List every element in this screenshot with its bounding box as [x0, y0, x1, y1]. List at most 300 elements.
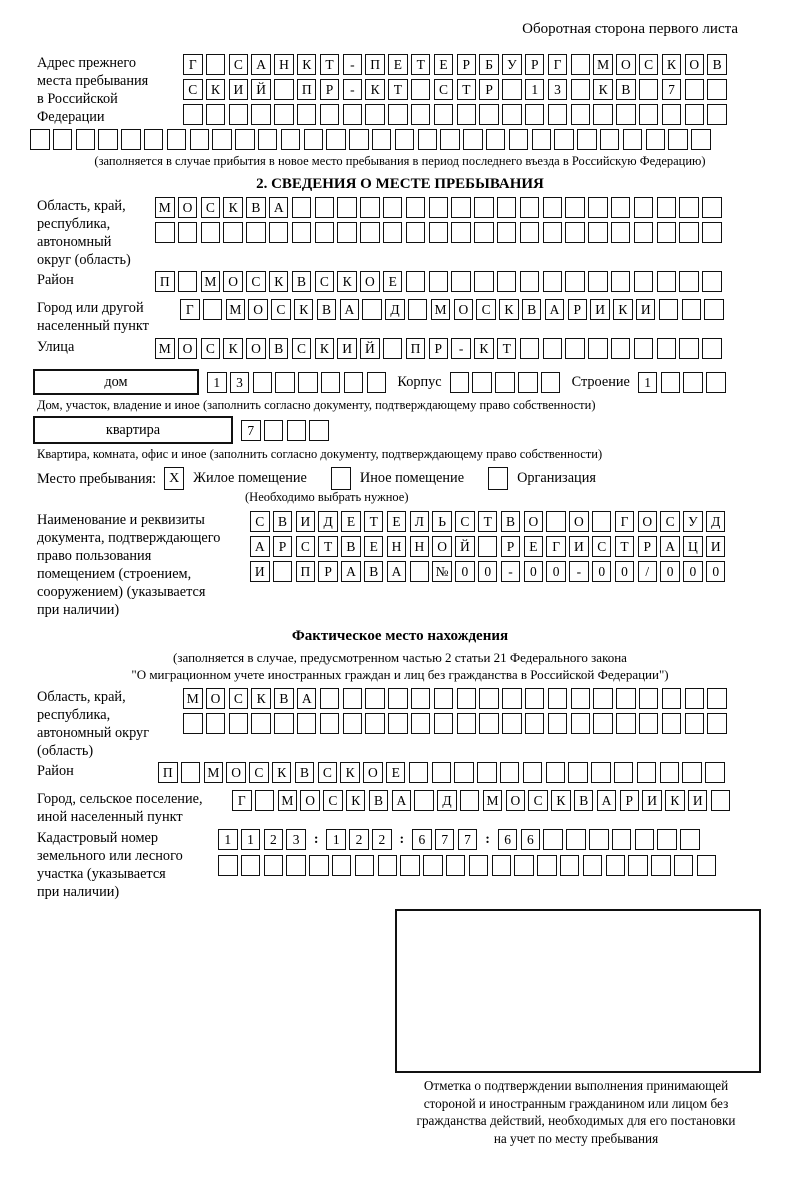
char-box[interactable]: /: [638, 561, 658, 582]
char-box[interactable]: С: [271, 299, 291, 320]
char-box[interactable]: П: [406, 338, 426, 359]
char-box[interactable]: [309, 420, 329, 441]
char-box[interactable]: [705, 762, 725, 783]
char-box[interactable]: [659, 299, 679, 320]
char-box[interactable]: [502, 79, 522, 100]
char-box[interactable]: [662, 104, 682, 125]
char-box[interactable]: [212, 129, 232, 150]
char-box[interactable]: [30, 129, 50, 150]
char-box[interactable]: П: [296, 561, 316, 582]
char-box[interactable]: А: [269, 197, 289, 218]
char-box[interactable]: К: [272, 762, 292, 783]
char-box[interactable]: В: [501, 511, 521, 532]
char-box[interactable]: О: [454, 299, 474, 320]
char-box[interactable]: П: [365, 54, 385, 75]
char-box[interactable]: [565, 338, 585, 359]
char-box[interactable]: 3: [286, 829, 306, 850]
char-box[interactable]: [702, 271, 722, 292]
char-box[interactable]: [682, 299, 702, 320]
char-box[interactable]: [661, 372, 681, 393]
char-box[interactable]: [502, 104, 522, 125]
char-box[interactable]: Т: [478, 511, 498, 532]
char-box[interactable]: О: [223, 271, 243, 292]
char-box[interactable]: [679, 197, 699, 218]
char-box[interactable]: 1: [207, 372, 227, 393]
char-box[interactable]: [264, 855, 284, 876]
char-box[interactable]: А: [250, 536, 270, 557]
char-box[interactable]: [634, 197, 654, 218]
char-box[interactable]: С: [592, 536, 612, 557]
char-box[interactable]: [623, 129, 643, 150]
char-box[interactable]: М: [593, 54, 613, 75]
char-box[interactable]: [229, 104, 249, 125]
char-box[interactable]: [548, 688, 568, 709]
char-box[interactable]: 1: [218, 829, 238, 850]
char-box[interactable]: 0: [592, 561, 612, 582]
char-box[interactable]: С: [455, 511, 475, 532]
char-box[interactable]: Р: [620, 790, 640, 811]
char-box[interactable]: [634, 338, 654, 359]
char-box[interactable]: С: [323, 790, 343, 811]
char-box[interactable]: И: [250, 561, 270, 582]
char-box[interactable]: А: [660, 536, 680, 557]
char-box[interactable]: [502, 713, 522, 734]
char-box[interactable]: [451, 271, 471, 292]
char-box[interactable]: [411, 79, 431, 100]
char-box[interactable]: [592, 511, 612, 532]
char-box[interactable]: Р: [318, 561, 338, 582]
char-box[interactable]: Г: [183, 54, 203, 75]
char-box[interactable]: 2: [349, 829, 369, 850]
char-box[interactable]: [388, 688, 408, 709]
char-box[interactable]: [411, 713, 431, 734]
char-box[interactable]: [206, 713, 226, 734]
char-box[interactable]: [543, 829, 563, 850]
char-box[interactable]: А: [387, 561, 407, 582]
char-box[interactable]: К: [297, 54, 317, 75]
char-box[interactable]: [273, 561, 293, 582]
char-box[interactable]: [474, 222, 494, 243]
char-box[interactable]: 7: [458, 829, 478, 850]
char-box[interactable]: -: [343, 79, 363, 100]
char-box[interactable]: Е: [386, 762, 406, 783]
char-box[interactable]: [548, 104, 568, 125]
char-box[interactable]: [321, 372, 341, 393]
char-box[interactable]: [203, 299, 223, 320]
char-box[interactable]: К: [223, 338, 243, 359]
char-box[interactable]: [611, 222, 631, 243]
char-box[interactable]: [614, 762, 634, 783]
char-box[interactable]: [344, 372, 364, 393]
char-box[interactable]: 6: [412, 829, 432, 850]
char-box[interactable]: [525, 688, 545, 709]
char-box[interactable]: [639, 79, 659, 100]
char-box[interactable]: [251, 104, 271, 125]
char-box[interactable]: [657, 197, 677, 218]
char-box[interactable]: К: [315, 338, 335, 359]
char-box[interactable]: [662, 713, 682, 734]
char-box[interactable]: 1: [525, 79, 545, 100]
char-box[interactable]: К: [365, 79, 385, 100]
char-box[interactable]: К: [613, 299, 633, 320]
char-box[interactable]: М: [204, 762, 224, 783]
char-box[interactable]: [520, 271, 540, 292]
char-box[interactable]: [497, 222, 517, 243]
char-box[interactable]: [543, 222, 563, 243]
char-box[interactable]: [326, 129, 346, 150]
char-box[interactable]: В: [273, 511, 293, 532]
char-box[interactable]: К: [346, 790, 366, 811]
char-box[interactable]: [518, 372, 538, 393]
char-box[interactable]: [593, 713, 613, 734]
char-box[interactable]: С: [229, 688, 249, 709]
char-box[interactable]: О: [638, 511, 658, 532]
char-box[interactable]: [383, 338, 403, 359]
char-box[interactable]: У: [502, 54, 522, 75]
char-box[interactable]: В: [369, 790, 389, 811]
char-box[interactable]: [565, 271, 585, 292]
char-box[interactable]: Н: [410, 536, 430, 557]
char-box[interactable]: Т: [318, 536, 338, 557]
char-box[interactable]: [144, 129, 164, 150]
char-box[interactable]: [400, 855, 420, 876]
char-box[interactable]: А: [251, 54, 271, 75]
char-box[interactable]: [611, 338, 631, 359]
char-box[interactable]: С: [249, 762, 269, 783]
char-box[interactable]: [606, 855, 626, 876]
char-box[interactable]: [460, 790, 480, 811]
char-box[interactable]: [479, 713, 499, 734]
char-box[interactable]: 7: [662, 79, 682, 100]
char-box[interactable]: [274, 104, 294, 125]
char-box[interactable]: [362, 299, 382, 320]
char-box[interactable]: [543, 197, 563, 218]
char-box[interactable]: [616, 104, 636, 125]
char-box[interactable]: Й: [251, 79, 271, 100]
char-box[interactable]: [337, 197, 357, 218]
char-box[interactable]: [206, 104, 226, 125]
char-box[interactable]: [53, 129, 73, 150]
char-box[interactable]: [432, 762, 452, 783]
char-box[interactable]: Д: [437, 790, 457, 811]
char-box[interactable]: 0: [683, 561, 703, 582]
char-box[interactable]: [457, 688, 477, 709]
char-box[interactable]: 1: [241, 829, 261, 850]
char-box[interactable]: [514, 855, 534, 876]
char-box[interactable]: Н: [274, 54, 294, 75]
char-box[interactable]: [183, 104, 203, 125]
char-box[interactable]: [269, 222, 289, 243]
char-box[interactable]: О: [206, 688, 226, 709]
char-box[interactable]: [704, 299, 724, 320]
char-box[interactable]: Т: [615, 536, 635, 557]
char-box[interactable]: [474, 197, 494, 218]
char-box[interactable]: Ц: [683, 536, 703, 557]
char-box[interactable]: [410, 561, 430, 582]
char-box[interactable]: П: [158, 762, 178, 783]
char-box[interactable]: Е: [524, 536, 544, 557]
char-box[interactable]: [372, 129, 392, 150]
char-box[interactable]: Й: [360, 338, 380, 359]
char-box[interactable]: С: [201, 338, 221, 359]
char-box[interactable]: -: [451, 338, 471, 359]
char-box[interactable]: [274, 713, 294, 734]
char-box[interactable]: С: [292, 338, 312, 359]
char-box[interactable]: Т: [388, 79, 408, 100]
char-box[interactable]: П: [297, 79, 317, 100]
char-box[interactable]: А: [545, 299, 565, 320]
char-box[interactable]: [76, 129, 96, 150]
char-box[interactable]: [298, 372, 318, 393]
char-box[interactable]: Г: [232, 790, 252, 811]
char-box[interactable]: Р: [525, 54, 545, 75]
char-box[interactable]: [520, 338, 540, 359]
char-box[interactable]: [365, 688, 385, 709]
char-box[interactable]: [190, 129, 210, 150]
char-box[interactable]: [275, 372, 295, 393]
char-box[interactable]: В: [292, 271, 312, 292]
char-box[interactable]: [707, 688, 727, 709]
char-box[interactable]: [479, 104, 499, 125]
char-box[interactable]: К: [593, 79, 613, 100]
char-box[interactable]: К: [337, 271, 357, 292]
char-box[interactable]: [571, 79, 591, 100]
char-box[interactable]: [274, 79, 294, 100]
char-box[interactable]: [454, 762, 474, 783]
char-box[interactable]: К: [251, 688, 271, 709]
char-box[interactable]: [707, 713, 727, 734]
char-box[interactable]: Е: [388, 54, 408, 75]
char-box[interactable]: [434, 713, 454, 734]
char-box[interactable]: [588, 197, 608, 218]
char-box[interactable]: [565, 197, 585, 218]
char-box[interactable]: [292, 197, 312, 218]
char-box[interactable]: К: [294, 299, 314, 320]
char-box[interactable]: Р: [501, 536, 521, 557]
char-box[interactable]: [683, 372, 703, 393]
char-box[interactable]: [657, 222, 677, 243]
char-box[interactable]: [697, 855, 717, 876]
char-box[interactable]: С: [528, 790, 548, 811]
char-box[interactable]: [616, 688, 636, 709]
char-box[interactable]: [229, 713, 249, 734]
char-box[interactable]: Р: [273, 536, 293, 557]
char-box[interactable]: [292, 222, 312, 243]
char-box[interactable]: [565, 222, 585, 243]
char-box[interactable]: [406, 197, 426, 218]
char-box[interactable]: К: [474, 338, 494, 359]
char-box[interactable]: А: [597, 790, 617, 811]
char-box[interactable]: [406, 222, 426, 243]
char-box[interactable]: [450, 372, 470, 393]
char-box[interactable]: [332, 855, 352, 876]
char-box[interactable]: П: [155, 271, 175, 292]
char-box[interactable]: 2: [372, 829, 392, 850]
char-box[interactable]: Т: [411, 54, 431, 75]
char-box[interactable]: С: [476, 299, 496, 320]
char-box[interactable]: [702, 338, 722, 359]
char-box[interactable]: Т: [457, 79, 477, 100]
char-box[interactable]: О: [569, 511, 589, 532]
char-box[interactable]: [479, 688, 499, 709]
char-box[interactable]: В: [274, 688, 294, 709]
char-box[interactable]: [365, 104, 385, 125]
char-box[interactable]: О: [432, 536, 452, 557]
char-box[interactable]: [343, 713, 363, 734]
char-box[interactable]: [343, 688, 363, 709]
char-box[interactable]: Д: [318, 511, 338, 532]
char-box[interactable]: [121, 129, 141, 150]
char-box[interactable]: 0: [706, 561, 726, 582]
char-box[interactable]: О: [178, 197, 198, 218]
char-box[interactable]: [320, 688, 340, 709]
char-box[interactable]: [457, 104, 477, 125]
char-box[interactable]: [588, 222, 608, 243]
char-box[interactable]: [315, 222, 335, 243]
char-box[interactable]: 0: [660, 561, 680, 582]
char-box[interactable]: [685, 713, 705, 734]
char-box[interactable]: В: [341, 536, 361, 557]
char-box[interactable]: В: [707, 54, 727, 75]
char-box[interactable]: [560, 855, 580, 876]
char-box[interactable]: С: [660, 511, 680, 532]
char-box[interactable]: [543, 338, 563, 359]
char-box[interactable]: -: [569, 561, 589, 582]
char-box[interactable]: [546, 762, 566, 783]
char-box[interactable]: О: [178, 338, 198, 359]
char-box[interactable]: Н: [387, 536, 407, 557]
char-box[interactable]: Е: [341, 511, 361, 532]
char-box[interactable]: [523, 762, 543, 783]
char-box[interactable]: [383, 197, 403, 218]
char-box[interactable]: В: [522, 299, 542, 320]
char-box[interactable]: К: [665, 790, 685, 811]
char-box[interactable]: 1: [638, 372, 658, 393]
char-box[interactable]: [634, 271, 654, 292]
char-box[interactable]: [446, 855, 466, 876]
char-box[interactable]: О: [616, 54, 636, 75]
char-box[interactable]: [255, 790, 275, 811]
char-box[interactable]: [235, 129, 255, 150]
char-box[interactable]: Г: [180, 299, 200, 320]
char-box[interactable]: [682, 762, 702, 783]
char-box[interactable]: [457, 713, 477, 734]
char-box[interactable]: [349, 129, 369, 150]
char-box[interactable]: О: [248, 299, 268, 320]
char-box[interactable]: [520, 222, 540, 243]
char-box[interactable]: Г: [546, 536, 566, 557]
char-box[interactable]: Ь: [432, 511, 452, 532]
char-box[interactable]: М: [278, 790, 298, 811]
char-box[interactable]: Р: [638, 536, 658, 557]
char-box[interactable]: [679, 222, 699, 243]
char-box[interactable]: [474, 271, 494, 292]
char-box[interactable]: [577, 129, 597, 150]
char-box[interactable]: [554, 129, 574, 150]
char-box[interactable]: Р: [568, 299, 588, 320]
char-box[interactable]: [281, 129, 301, 150]
char-box[interactable]: [571, 54, 591, 75]
char-box[interactable]: [178, 222, 198, 243]
char-box[interactable]: [662, 688, 682, 709]
char-box[interactable]: Т: [320, 54, 340, 75]
char-box[interactable]: С: [183, 79, 203, 100]
char-box[interactable]: С: [246, 271, 266, 292]
char-box[interactable]: [429, 222, 449, 243]
char-box[interactable]: В: [616, 79, 636, 100]
char-box[interactable]: [440, 129, 460, 150]
char-box[interactable]: [492, 855, 512, 876]
char-box[interactable]: Е: [387, 511, 407, 532]
char-box[interactable]: 0: [455, 561, 475, 582]
char-box[interactable]: [711, 790, 731, 811]
char-box[interactable]: [634, 222, 654, 243]
char-box[interactable]: [406, 271, 426, 292]
char-box[interactable]: О: [226, 762, 246, 783]
char-box[interactable]: 0: [546, 561, 566, 582]
stay-type-checkbox[interactable]: X: [164, 467, 184, 490]
char-box[interactable]: К: [269, 271, 289, 292]
char-box[interactable]: [246, 222, 266, 243]
char-box[interactable]: М: [431, 299, 451, 320]
char-box[interactable]: К: [223, 197, 243, 218]
char-box[interactable]: [685, 104, 705, 125]
char-box[interactable]: №: [432, 561, 452, 582]
char-box[interactable]: Л: [410, 511, 430, 532]
char-box[interactable]: Т: [497, 338, 517, 359]
char-box[interactable]: В: [574, 790, 594, 811]
char-box[interactable]: Т: [364, 511, 384, 532]
char-box[interactable]: [218, 855, 238, 876]
char-box[interactable]: [628, 855, 648, 876]
char-box[interactable]: 1: [326, 829, 346, 850]
char-box[interactable]: [668, 129, 688, 150]
char-box[interactable]: [566, 829, 586, 850]
char-box[interactable]: И: [688, 790, 708, 811]
char-box[interactable]: [589, 829, 609, 850]
char-box[interactable]: М: [226, 299, 246, 320]
char-box[interactable]: [287, 420, 307, 441]
char-box[interactable]: [616, 713, 636, 734]
char-box[interactable]: Б: [479, 54, 499, 75]
char-box[interactable]: Г: [548, 54, 568, 75]
char-box[interactable]: 3: [230, 372, 250, 393]
char-box[interactable]: Й: [455, 536, 475, 557]
char-box[interactable]: [680, 829, 700, 850]
char-box[interactable]: [320, 713, 340, 734]
char-box[interactable]: [612, 829, 632, 850]
char-box[interactable]: [395, 129, 415, 150]
char-box[interactable]: [167, 129, 187, 150]
char-box[interactable]: [206, 54, 226, 75]
char-box[interactable]: 6: [521, 829, 541, 850]
char-box[interactable]: [588, 271, 608, 292]
char-box[interactable]: А: [297, 688, 317, 709]
char-box[interactable]: М: [155, 338, 175, 359]
char-box[interactable]: [651, 855, 671, 876]
char-box[interactable]: Д: [385, 299, 405, 320]
char-box[interactable]: М: [155, 197, 175, 218]
char-box[interactable]: [469, 855, 489, 876]
char-box[interactable]: [611, 271, 631, 292]
char-box[interactable]: [434, 104, 454, 125]
char-box[interactable]: С: [315, 271, 335, 292]
char-box[interactable]: [343, 104, 363, 125]
char-box[interactable]: [591, 762, 611, 783]
char-box[interactable]: [571, 104, 591, 125]
char-box[interactable]: [707, 79, 727, 100]
char-box[interactable]: С: [250, 511, 270, 532]
